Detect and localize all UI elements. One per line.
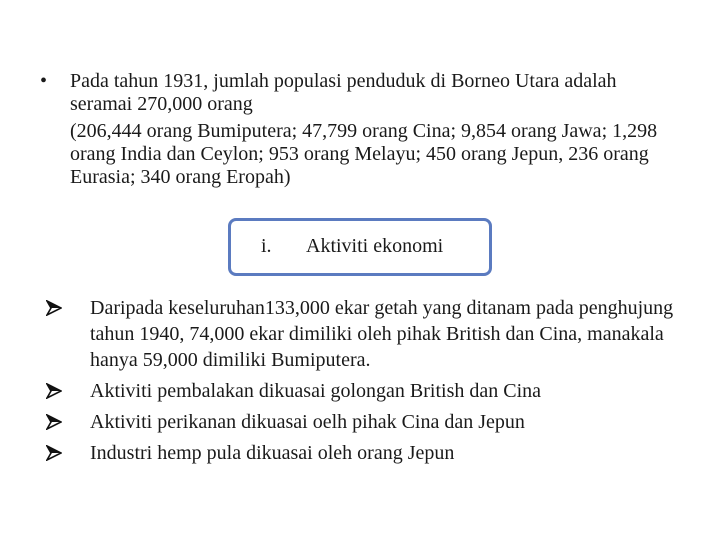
intro-line: Pada tahun 1931, jumlah populasi penduduk di Borneo Utara adalah seramai 270,000 orang [70,70,617,115]
list-item-text: Daripada keseluruhan133,000 ekar getah yang ditanam pada penghujung tahun 1940, 74,000 ekar dimiliki oleh pihak British dan Cina, manakala hanya 59,000 dimiliki Bumiputera. [90,297,674,371]
list-item [46,378,686,404]
arrow-bullet-icon [46,409,90,435]
arrow-bullet-icon [46,378,90,404]
intro-block [40,70,680,189]
list-item-text: Aktiviti perikanan dikuasai oelh pihak Cina dan Jepun [90,411,525,433]
arrow-bullet-icon [46,295,90,321]
list-item-text: Industri hemp pula dikuasai oleh orang Jepun [90,442,455,464]
intro-bullet-row [40,70,680,116]
economic-points-list [46,295,686,471]
section-heading-box [228,218,492,276]
intro-detail: (206,444 orang Bumiputera; 47,799 orang Cina; 9,854 orang Jawa; 1,298 orang India dan Ceylon; 953 orang Melayu; 450 orang Jepun, 236 orang Eurasia; 340 orang Eropah) [70,120,658,188]
bullet-dot-icon: • [40,70,48,92]
section-title: Aktiviti ekonomi [306,235,444,257]
arrow-bullet-icon [46,440,90,466]
section-numeral: i. [261,235,272,257]
list-item [46,409,686,435]
list-item-text: Aktiviti pembalakan dikuasai golongan British dan Cina [90,380,542,402]
list-item [46,295,686,373]
list-item [46,440,686,466]
